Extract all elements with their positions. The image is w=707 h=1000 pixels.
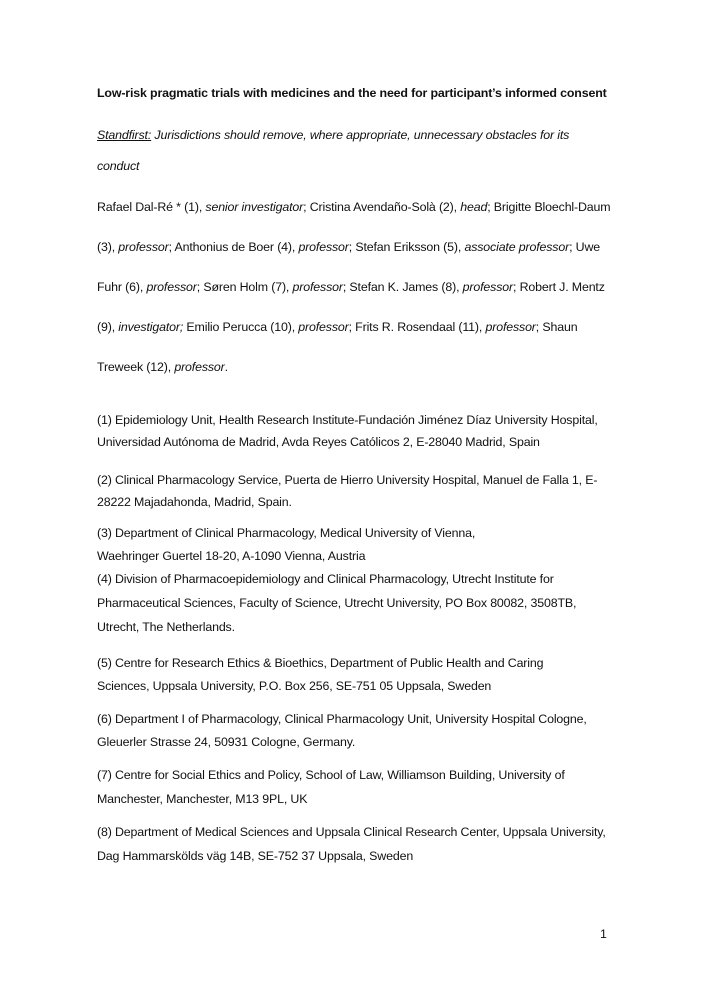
author-name: ; Uwe: [569, 240, 600, 254]
author-role: senior investigator: [205, 200, 304, 214]
author-name: .: [224, 360, 228, 374]
author-line: [97, 199, 610, 215]
author-name: ; Stefan Eriksson (5),: [348, 240, 465, 254]
paper-title: Low-risk pragmatic trials with medicines and the need for participant’s informed consent: [97, 86, 607, 100]
author-name: ; Frits R. Rosendaal (11),: [348, 320, 486, 334]
author-role: professor: [485, 320, 536, 334]
affiliation-line: (4) Division of Pharmacoepidemiology and Clinical Pharmacology, Utrecht Institute for: [97, 572, 554, 586]
author-role: associate professor: [464, 240, 570, 254]
affiliation-line: (8) Department of Medical Sciences and Uppsala Clinical Research Center, Uppsala University,: [97, 825, 606, 839]
author-name: (9),: [97, 320, 119, 334]
author-name: ; Cristina Avendaño-Solà (2),: [303, 200, 461, 214]
author-name: (3),: [97, 240, 119, 254]
affiliation-line: Utrecht, The Netherlands.: [97, 620, 235, 634]
affiliation-line: Sciences, Uppsala University, P.O. Box 256, SE-751 05 Uppsala, Sweden: [97, 679, 492, 693]
standfirst-text: Jurisdictions should remove, where appropriate, unnecessary obstacles for its: [151, 128, 570, 142]
author-name: Fuhr (6),: [97, 280, 147, 294]
author-name: ; Anthonius de Boer (4),: [168, 240, 299, 254]
affiliation-line: (2) Clinical Pharmacology Service, Puerta de Hierro University Hospital, Manuel de Falla 1, E-: [97, 473, 598, 487]
author-name: ; Brigitte Bloechl-Daum: [487, 200, 611, 214]
author-name: Treweek (12),: [97, 360, 175, 374]
standfirst: [97, 127, 569, 143]
author-role: professor: [146, 280, 197, 294]
author-name: ; Robert J. Mentz: [512, 280, 605, 294]
affiliation-line: (5) Centre for Research Ethics & Bioethics, Department of Public Health and Caring: [97, 656, 544, 670]
author-line: [97, 279, 605, 295]
author-role: investigator;: [118, 320, 184, 334]
author-role: professor: [118, 240, 169, 254]
affiliation-line: (3) Department of Clinical Pharmacology, Medical University of Vienna,: [97, 526, 476, 540]
affiliation-line: (1) Epidemiology Unit, Health Research Institute-Fundación Jiménez Díaz University Hospital,: [97, 413, 598, 427]
affiliation-line: Pharmaceutical Sciences, Faculty of Science, Utrecht University, PO Box 80082, 3508TB,: [97, 596, 577, 610]
affiliation-line: Universidad Autónoma de Madrid, Avda Reyes Católicos 2, E-28040 Madrid, Spain: [97, 435, 540, 449]
author-role: professor: [174, 360, 225, 374]
affiliation-line: (7) Centre for Social Ethics and Policy, School of Law, Williamson Building, University of: [97, 768, 565, 782]
affiliation-line: Waehringer Guertel 18-20, A-1090 Vienna, Austria: [97, 549, 366, 563]
affiliation-line: 28222 Majadahonda, Madrid, Spain.: [97, 495, 292, 509]
author-role: professor: [298, 320, 349, 334]
affiliation-line: Manchester, Manchester, M13 9PL, UK: [97, 792, 308, 806]
author-line: [97, 359, 228, 375]
author-name: Rafael Dal-Ré * (1),: [97, 200, 206, 214]
standfirst-text-cont: conduct: [97, 159, 140, 173]
author-line: [97, 319, 577, 335]
author-name: ; Shaun: [535, 320, 578, 334]
author-name: Emilio Perucca (10),: [183, 320, 299, 334]
page-number: 1: [600, 927, 607, 941]
author-line: [97, 239, 600, 255]
affiliation-line: Gleuerler Strasse 24, 50931 Cologne, Germany.: [97, 735, 356, 749]
author-role: head: [460, 200, 488, 214]
author-role: professor: [462, 280, 513, 294]
author-role: professor: [292, 280, 343, 294]
author-name: ; Søren Holm (7),: [196, 280, 293, 294]
standfirst-label: Standfirst:: [97, 128, 152, 142]
affiliation-line: (6) Department I of Pharmacology, Clinical Pharmacology Unit, University Hospital Cologne,: [97, 712, 587, 726]
author-role: professor: [298, 240, 349, 254]
affiliation-line: Dag Hammarskölds väg 14B, SE-752 37 Uppsala, Sweden: [97, 849, 414, 863]
author-name: ; Stefan K. James (8),: [342, 280, 463, 294]
